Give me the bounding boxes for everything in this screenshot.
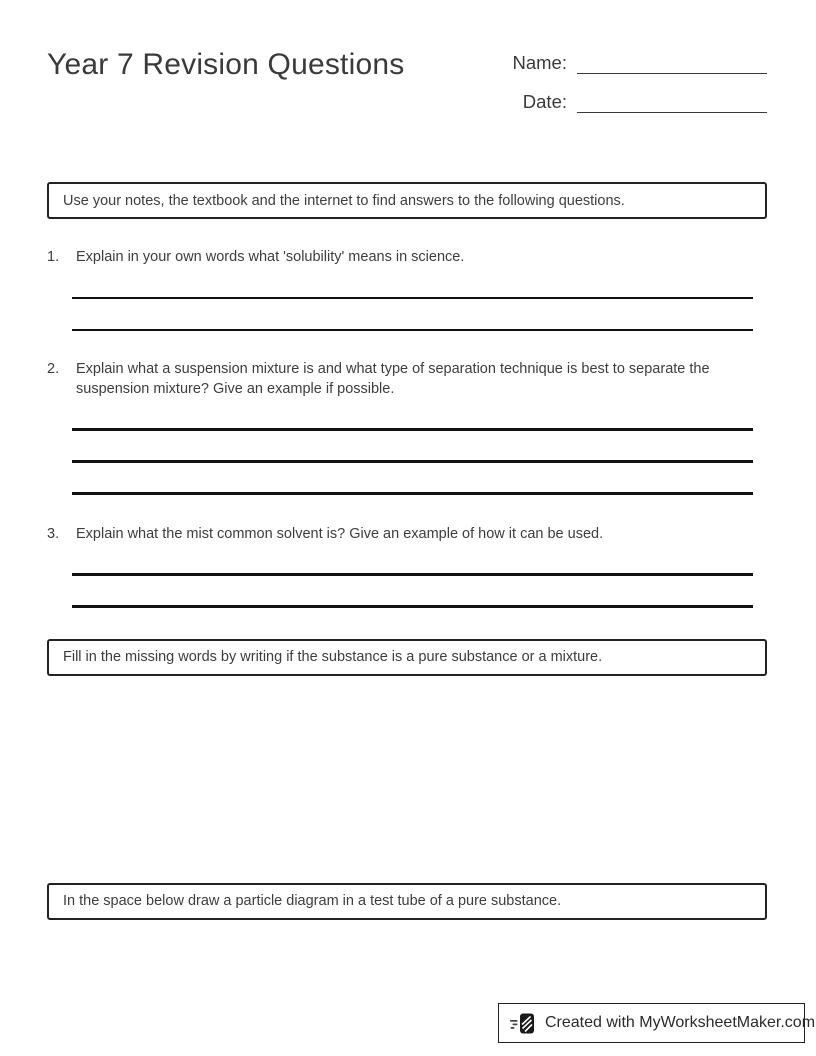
footer-credit-text: Created with MyWorksheetMaker.com [545, 1014, 816, 1031]
answer-line[interactable] [72, 573, 753, 576]
name-field-row [513, 51, 768, 74]
name-input-line[interactable] [577, 51, 767, 74]
date-field-row [513, 90, 768, 113]
page-title: Year 7 Revision Questions [47, 48, 405, 81]
date-label: Date: [522, 91, 567, 112]
date-input-line[interactable] [577, 90, 767, 113]
name-label: Name: [512, 52, 567, 73]
answer-line[interactable] [72, 492, 753, 495]
answer-line[interactable] [72, 428, 753, 431]
question-2-number: 2. [47, 361, 60, 377]
question-3-text: Explain what the mist common solvent is? Give an example of how it can be used. [76, 525, 604, 542]
answer-line[interactable] [72, 605, 753, 608]
question-2 [47, 360, 767, 399]
answer-line[interactable] [72, 297, 753, 300]
instruction-text: Use your notes, the textbook and the internet to find answers to the following questions. [63, 192, 625, 209]
question-3-number: 3. [47, 525, 60, 542]
answer-line[interactable] [72, 329, 753, 332]
answer-line[interactable] [72, 460, 753, 463]
question-1-number: 1. [47, 249, 60, 265]
instruction-text: Fill in the missing words by writing if the substance is a pure substance or a mixture. [63, 649, 603, 665]
instruction-box-particle-diagram [47, 883, 767, 920]
instruction-box-notes [47, 182, 767, 219]
question-3-answer-area [72, 573, 753, 608]
question-1 [47, 248, 767, 268]
question-1-text: Explain in your own words what 'solubility' means in science. [76, 249, 465, 265]
instruction-box-fill-missing-words [47, 639, 767, 676]
question-3 [47, 525, 767, 545]
question-1-answer-area [72, 297, 753, 332]
question-2-text: Explain what a suspension mixture is and what type of separation technique is best to separate the suspension mixture? Give an example if possible. [76, 361, 710, 397]
instruction-text: In the space below draw a particle diagram in a test tube of a pure substance. [63, 893, 562, 909]
header [47, 47, 767, 129]
worksheet-maker-logo-icon [510, 1010, 537, 1037]
footer-credit-badge [498, 1003, 816, 1043]
name-date-block [513, 47, 768, 129]
question-2-answer-area [72, 428, 753, 495]
